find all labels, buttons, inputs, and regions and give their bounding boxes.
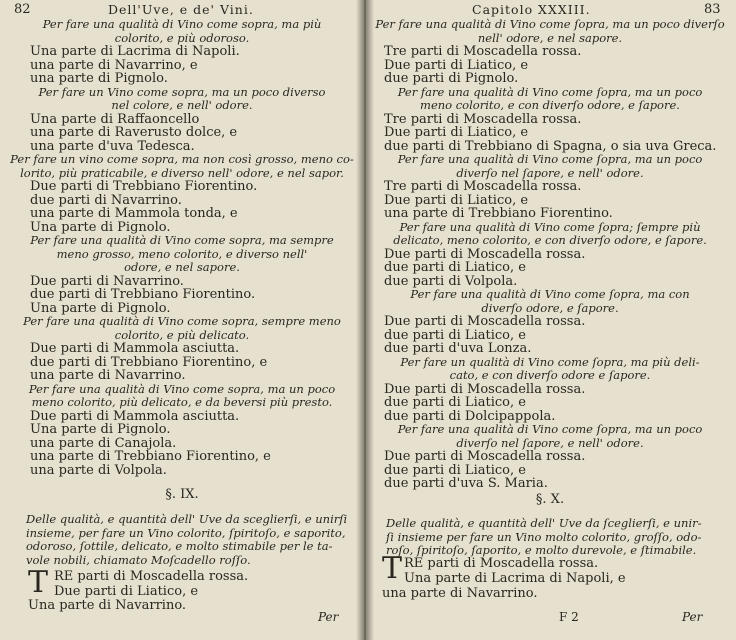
- italic-caption-line: Per fare una qualità di Vino come sopra, ma un poco: [28, 381, 336, 396]
- italic-caption-line: lorito, più praticabile, e diverso nell' odore, e nel sapor.: [20, 165, 344, 180]
- text-line: RE parti di Moscadella rossa.: [54, 569, 249, 584]
- text-line: Due parti di Moscadella rossa.: [384, 381, 586, 397]
- text-line: Una parte di Pignolo.: [30, 422, 171, 437]
- italic-caption-line: Per fare un qualità di Vino come ſopra, ma più deli-: [400, 354, 700, 369]
- italic-caption-line: odoroso, ſottile, delicato, e molto stimabile per le ta-: [26, 539, 333, 553]
- italic-caption-line: insieme, per fare un Vino colorito, ſpiritoſo, e saporito,: [26, 525, 346, 540]
- text-line: Tre parti di Moscadella rossa.: [384, 179, 582, 194]
- italic-caption-line: diverſo nel ſapore, e nell' odore.: [456, 435, 644, 450]
- text-line: una parte di Raverusto dolce, e: [30, 125, 238, 140]
- text-line: Due parti di Liatico, e: [384, 57, 529, 73]
- section-heading: §. IX.: [165, 487, 199, 502]
- italic-caption-line: Per fare una qualità di Vino come sopra, ma più: [42, 17, 322, 31]
- italic-caption-line: Delle qualità, e quantità dell' Uve da sceglierſi, e unirſi: [26, 512, 348, 526]
- italic-caption-line: roſo, ſpiritoſo, ſaporito, e molto durevole, e ſtimabile.: [386, 543, 697, 557]
- italic-caption-line: Per fare una qualità di Vino come ſopra, ma con: [410, 287, 690, 301]
- italic-caption-line: delicato, meno colorito, e con diverſo odore, e ſapore.: [393, 233, 707, 247]
- text-line: Una parte di Raffaoncello: [30, 111, 200, 127]
- italic-caption-line: Delle qualità, e quantità dell' Uve da ſceglierſi, e unir-: [386, 516, 702, 530]
- italic-caption-line: diverſo nel ſapore, e nell' odore.: [456, 165, 644, 180]
- italic-caption-line: Per fare una qualità di Vino come sopra, sempre meno: [23, 314, 341, 328]
- italic-caption-line: diverſo odore, e ſapore.: [481, 300, 619, 315]
- text-line: due parti di Volpola.: [384, 273, 518, 289]
- italic-caption-line: ſi insieme per fare un Vino molto colorito, groſſo, odo-: [386, 529, 702, 544]
- text-line: due parti di Liatico, e: [384, 462, 526, 478]
- italic-caption-line: Per fare una qualità di Vino come ſopra; ſempre più: [399, 219, 701, 234]
- text-line: Due parti di Liatico, e: [384, 125, 529, 140]
- drop-cap: T: [382, 551, 403, 586]
- text-line: una parte di Trebbiano Fiorentino, e: [30, 449, 271, 464]
- text-line: Due parti di Moscadella rossa.: [384, 449, 586, 464]
- text-line: Tre parti di Moscadella rossa.: [384, 111, 582, 127]
- text-line: Due parti di Liatico, e: [384, 192, 529, 208]
- running-head: Capitolo XXXIII.: [472, 2, 591, 17]
- text-line: Una parte di Navarrino.: [28, 598, 187, 613]
- text-line: Due parti di Mammola asciutta.: [30, 408, 240, 424]
- italic-caption-line: Per fare una qualità di Vino come ſopra, ma un poco diverſo: [375, 17, 725, 31]
- text-line: una parte di Pignolo.: [30, 71, 168, 86]
- text-line: una parte di Navarrino, e: [30, 57, 198, 73]
- text-line: due parti d'uva S. Maria.: [384, 476, 548, 491]
- text-line: Due parti di Moscadella rossa.: [384, 246, 586, 262]
- italic-caption-line: cato, e con diverſo odore e ſapore.: [449, 368, 651, 382]
- text-line: Due parti di Mammola asciutta.: [30, 341, 240, 356]
- text-line: una parte di Mammola tonda, e: [30, 206, 238, 221]
- italic-caption-line: meno colorito, più delicato, e da beversi più presto.: [31, 395, 333, 409]
- text-line: Due parti di Navarrino.: [30, 273, 184, 289]
- catchword: Per: [682, 610, 703, 624]
- text-line: Tre parti di Moscadella rossa.: [384, 44, 582, 59]
- text-line: due parti di Liatico, e: [384, 395, 526, 410]
- italic-caption-line: nel colore, e nell' odore.: [111, 98, 253, 112]
- text-line: Due parti di Liatico, e: [54, 584, 199, 599]
- italic-caption-line: vole nobili, chiamato Moſcadello roſſo.: [26, 552, 251, 567]
- signature-mark: F 2: [559, 610, 579, 624]
- text-line: una parte di Volpola.: [30, 462, 167, 478]
- book-gutter: [356, 0, 374, 640]
- italic-caption-line: Per fare una qualità di Vino come ſopra, ma un poco: [397, 152, 703, 166]
- text-line: due parti di Trebbiano Fiorentino.: [30, 287, 256, 302]
- text-line: Una parte di Lacrima di Napoli.: [30, 44, 240, 59]
- italic-caption-line: odore, e nel sapore.: [124, 260, 240, 274]
- italic-caption-line: colorito, e più delicato.: [114, 327, 250, 342]
- text-line: Una parte di Pignolo.: [30, 300, 171, 316]
- page-number: 83: [704, 2, 721, 17]
- italic-caption-line: meno colorito, e con diverſo odore, e ſapore.: [420, 98, 680, 112]
- italic-caption-line: colorito, e più odoroso.: [114, 30, 250, 45]
- text-line: RE parti di Moscadella rossa.: [404, 556, 599, 571]
- text-line: due parti di Liatico, e: [384, 327, 526, 343]
- left-page: [0, 0, 364, 640]
- italic-caption-line: Per fare una qualità di Vino come ſopra, ma un poco: [397, 84, 703, 99]
- italic-caption-line: Per fare un vino come sopra, ma non così grosso, meno co-: [10, 152, 354, 166]
- text-line: due parti di Trebbiano Fiorentino, e: [30, 354, 268, 370]
- text-line: due parti di Dolcipappola.: [384, 408, 556, 424]
- italic-caption-line: Per fare un Vino come sopra, ma un poco diverso: [38, 84, 326, 99]
- running-head: Dell'Uve, e de' Vini.: [108, 2, 254, 17]
- text-line: una parte di Navarrino.: [30, 368, 186, 383]
- text-line: una parte di Trebbiano Fiorentino.: [384, 206, 613, 221]
- right-page: [364, 0, 736, 640]
- text-line: una parte di Navarrino.: [382, 586, 538, 601]
- text-line: due parti di Trebbiano di Spagna, o sia uva Greca.: [384, 138, 717, 154]
- text-line: due parti di Navarrino.: [30, 192, 182, 208]
- text-line: Una parte di Lacrima di Napoli, e: [404, 571, 626, 586]
- italic-caption-line: nell' odore, e nel sapore.: [477, 30, 623, 45]
- italic-caption-line: Per fare una qualità di Vino come ſopra, ma un poco: [397, 422, 703, 436]
- drop-cap: T: [28, 565, 49, 600]
- italic-caption-line: Per fare una qualità di Vino come sopra, ma sempre: [30, 233, 334, 247]
- italic-caption-line: meno grosso, meno colorito, e diverso nell': [56, 246, 308, 261]
- catchword: Per: [318, 610, 339, 624]
- text-line: una parte d'uva Tedesca.: [30, 138, 195, 154]
- text-line: Due parti di Moscadella rossa.: [384, 314, 586, 329]
- text-line: due parti di Pignolo.: [384, 71, 519, 86]
- text-line: Due parti di Trebbiano Fiorentino.: [30, 179, 258, 194]
- page-number: 82: [14, 2, 31, 17]
- text-line: una parte di Canajola.: [30, 435, 177, 451]
- text-line: due parti di Liatico, e: [384, 260, 526, 275]
- text-line: due parti d'uva Lonza.: [384, 341, 532, 356]
- section-heading: §. X.: [535, 492, 565, 507]
- text-line: Una parte di Pignolo.: [30, 219, 171, 235]
